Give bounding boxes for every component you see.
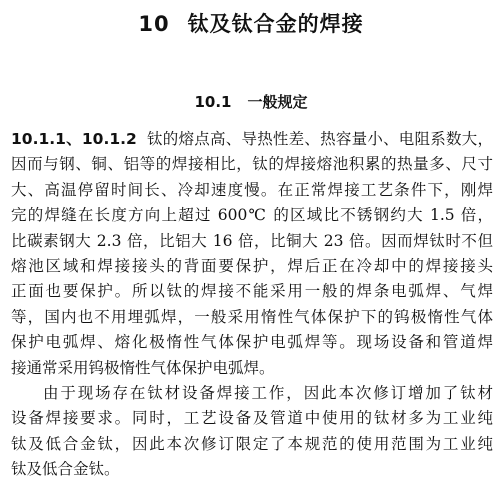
section-title: 一般规定: [247, 93, 308, 111]
paragraph-line: 保护电弧焊、熔化极惰性气体保护电弧焊等。现场设备和管道焊: [11, 333, 493, 352]
paragraph-line: 等，国内也不用埋弧焊，一般采用惰性气体保护下的钨极惰性气体: [11, 307, 493, 326]
paragraph-line: 接通常采用钨极惰性气体保护电弧焊。: [11, 358, 275, 377]
paragraph-line: 熔池区域和焊接接头的背面要保护，焊后正在冷却中的焊接接头: [11, 256, 493, 275]
paragraph-line: 因而与钢、铜、铝等的焊接相比，钛的焊接熔池积累的热量多、尺寸: [11, 155, 493, 174]
paragraph-line-text: 钛的熔点高、导热性差、热容量小、电阻系数大，: [146, 130, 493, 148]
clause-number: 10.1.1、10.1.2: [11, 130, 137, 148]
paragraph-line: [11, 127, 493, 152]
body-text: [11, 127, 493, 482]
paragraph-line: 正面也要保护。所以钛的焊接不能采用一般的焊条电弧焊、气焊: [11, 282, 493, 301]
section-number: 10.1: [194, 93, 232, 111]
paragraph-line: 完的焊缝在长度方向上超过 600℃ 的区域比不锈钢约大 1.5 倍，: [11, 206, 493, 225]
chapter-heading: [0, 8, 502, 38]
chapter-title: 钛及钛合金的焊接: [187, 12, 364, 36]
paragraph-line: 钛及低合金钛，因此本次修订限定了本规范的使用范围为工业纯: [11, 434, 493, 453]
chapter-number: 10: [138, 12, 170, 36]
paragraph-line: 比碳素钢大 2.3 倍，比铝大 16 倍，比铜大 23 倍。因而焊钛时不但: [11, 231, 493, 250]
paragraph-line: 钛及低合金钛。: [11, 460, 120, 479]
paragraph-line: 设备焊接要求。同时，工艺设备及管道中使用的钛材多为工业纯: [11, 409, 493, 428]
paragraph-line: 由于现场存在钛材设备焊接工作，因此本次修订增加了钛材: [43, 383, 493, 402]
section-heading: [0, 91, 502, 112]
paragraph-line: 大、高温停留时间长、冷却速度慢。在正常焊接工艺条件下，刚焊: [11, 180, 493, 199]
